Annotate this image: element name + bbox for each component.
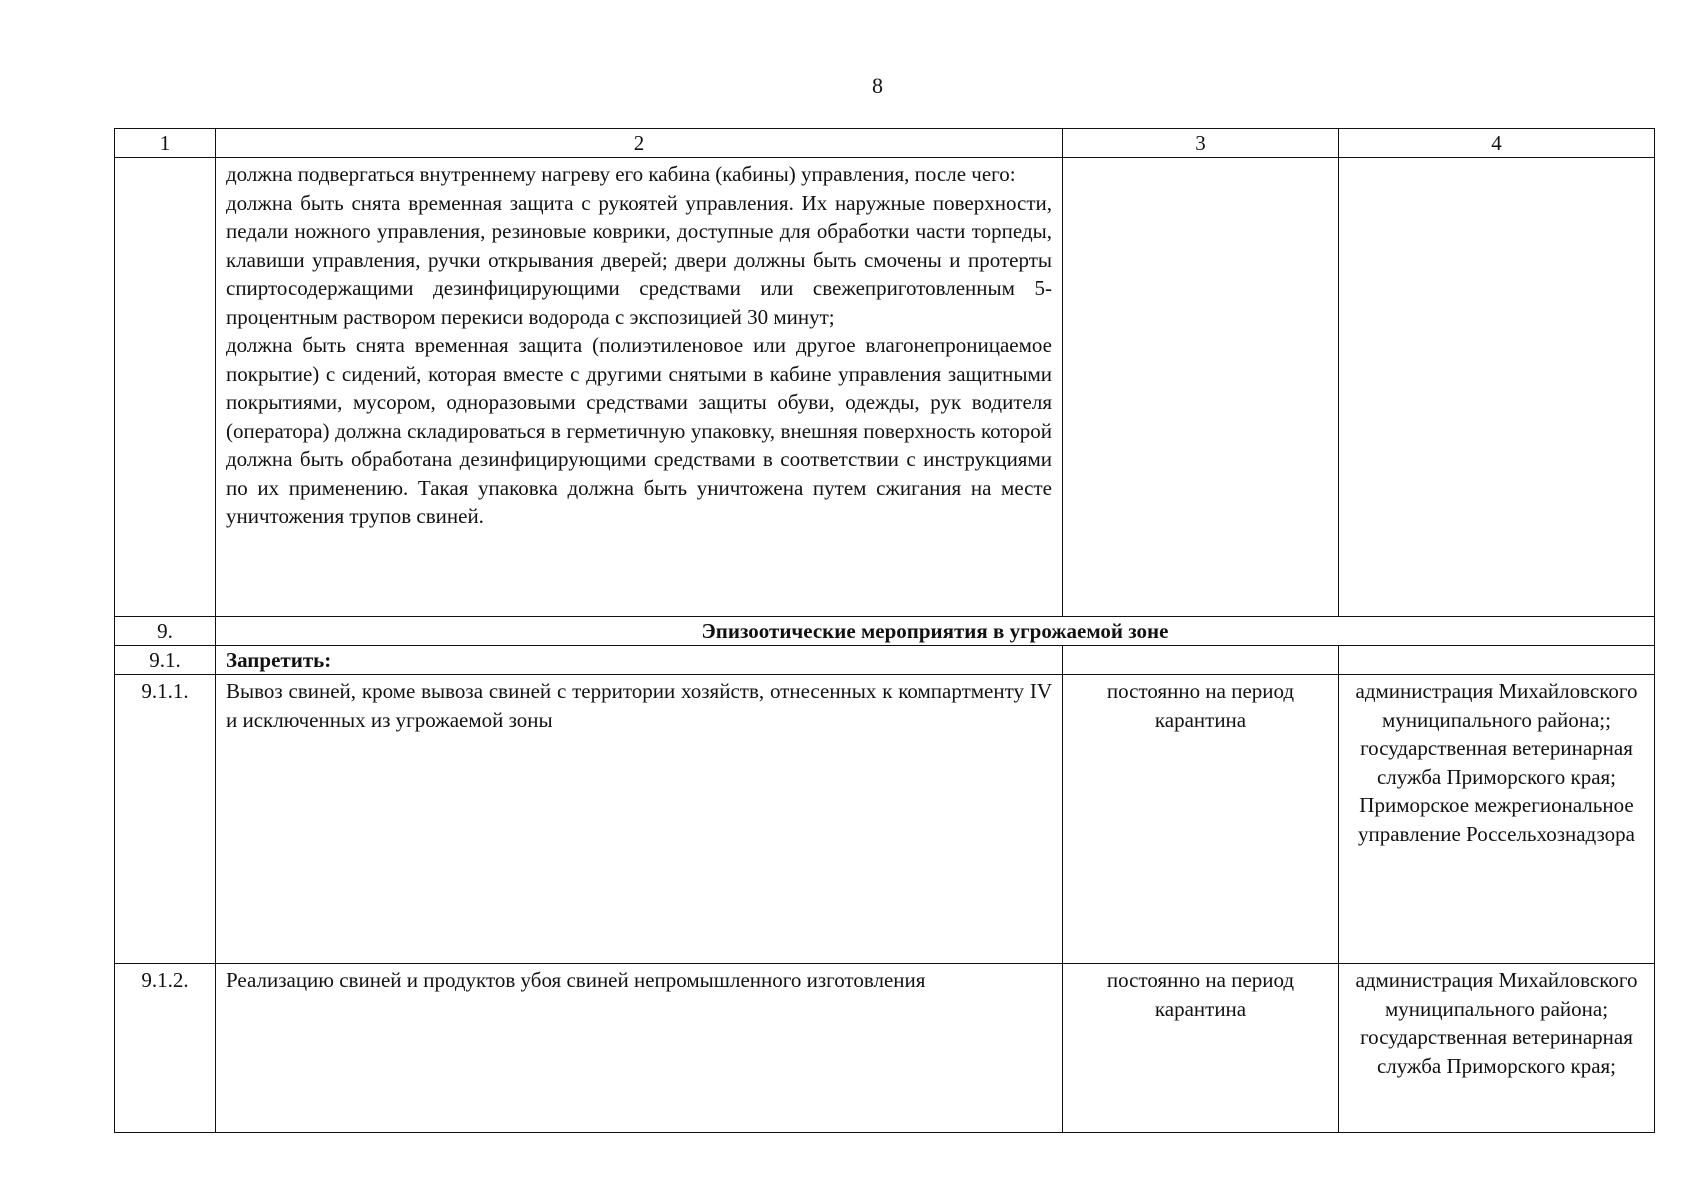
row-measure-text: Реализацию свиней и продуктов убоя свиней непромышленного изготовления <box>216 964 1063 1133</box>
measure-text-cell <box>216 158 1063 617</box>
column-number-2: 2 <box>216 129 1063 158</box>
column-number-1: 1 <box>115 129 216 158</box>
section-title: Эпизоотические мероприятия в угрожаемой зоне <box>216 617 1655 646</box>
subsection-row <box>115 646 1655 675</box>
subsection-responsible-cell <box>1339 646 1655 675</box>
row-term: постоянно на период карантина <box>1063 675 1339 964</box>
measures-table <box>114 128 1655 1133</box>
row-number-cell <box>115 158 216 617</box>
table-header-row <box>115 129 1655 158</box>
subsection-term-cell <box>1063 646 1339 675</box>
table-row <box>115 675 1655 964</box>
section-row <box>115 617 1655 646</box>
paragraph-cabin-heating: должна подвергаться внутреннему нагреву его кабина (кабины) управления, после чего: <box>226 162 1016 186</box>
row-number: 9.1.2. <box>115 964 216 1133</box>
table-row <box>115 964 1655 1133</box>
table-row-continuation <box>115 158 1655 617</box>
paragraph-controls-disinfection: должна быть снята временная защита с рукоятей управления. Их наружные поверхности, педали ножного управления, резиновые коврики, доступные для обработки части торпеды, клавиши управления, ручки открывания дверей; двери должны быть смочены и протерты спиртосодержащими дезинфицирующими средствами или свежеприготовленным 5-процентным раствором перекиси водорода с экспозицией 30 минут; <box>226 190 1052 329</box>
row-term: постоянно на период карантина <box>1063 964 1339 1133</box>
row-number: 9.1.1. <box>115 675 216 964</box>
term-cell <box>1063 158 1339 617</box>
subsection-title: Запретить: <box>216 646 1063 675</box>
section-number: 9. <box>115 617 216 646</box>
column-number-3: 3 <box>1063 129 1339 158</box>
column-number-4: 4 <box>1339 129 1655 158</box>
row-responsible: администрация Михайловского муниципального района;; государственная ветеринарная служба Приморского края; Приморское межрегиональное управление Россельхознадзора <box>1339 675 1655 964</box>
subsection-number: 9.1. <box>115 646 216 675</box>
row-responsible: администрация Михайловского муниципального района; государственная ветеринарная служба Приморского края; <box>1339 964 1655 1133</box>
responsible-cell <box>1339 158 1655 617</box>
paragraph-seat-covers-disposal: должна быть снята временная защита (полиэтиленовое или другое влагонепроницаемое покрытие) с сидений, которая вместе с другими снятыми в кабине управления защитными покрытиями, мусором, одноразовыми средствами защиты обуви, одежды, рук водителя (оператора) должна складироваться в герметичную упаковку, внешняя поверхность которой должна быть обработана дезинфицирующими средствами в соответствии с инструкциями по их применению. Такая упаковка должна быть уничтожена путем сжигания на месте уничтожения трупов свиней. <box>226 333 1052 528</box>
row-measure-text: Вывоз свиней, кроме вывоза свиней с территории хозяйств, отнесенных к компартменту IV и исключенных из угрожаемой зоны <box>216 675 1063 964</box>
page-number: 8 <box>872 73 883 98</box>
